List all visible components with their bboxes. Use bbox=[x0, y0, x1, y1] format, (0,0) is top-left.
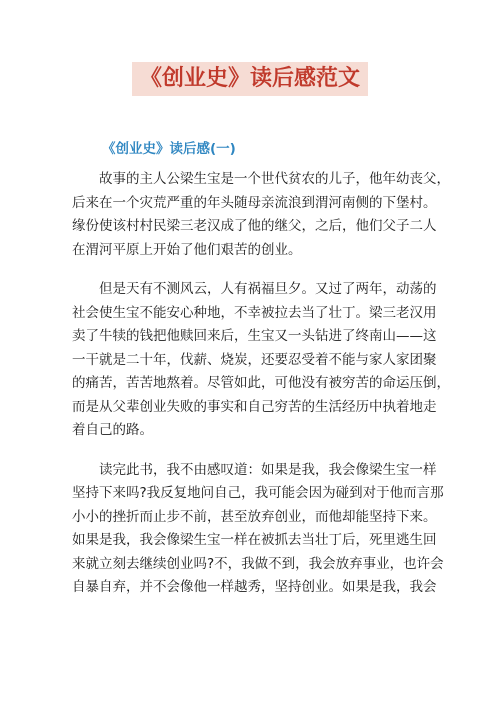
text-line: 缘份使该村村民梁三老汉成了他的继父，之后，他们父子二人 bbox=[72, 218, 437, 234]
paragraph-2 bbox=[72, 278, 450, 443]
section-subtitle: 《创业史》读后感(一) bbox=[102, 141, 236, 157]
document-title: 《创业史》读后感范文 bbox=[132, 62, 368, 96]
paragraph-1 bbox=[72, 168, 450, 262]
text-line: 读完此书，我不由感叹道：如果是我，我会像梁生宝一样 bbox=[72, 461, 437, 478]
text-line: 如果是我，我会像梁生宝一样在被抓去当壮丁后，死里逃生回 bbox=[72, 532, 437, 548]
text-line: 在渭河平原上开始了他们艰苦的创业。 bbox=[72, 241, 302, 258]
text-line: 但是天有不测风云，人有祸福旦夕。又过了两年，动荡的 bbox=[72, 281, 437, 297]
text-line: 小小的挫折而止步不前，甚至放弃创业，而他却能坚持下来。 bbox=[72, 508, 437, 525]
article-body bbox=[72, 168, 450, 600]
text-line: 后来在一个灾荒严重的年头随母亲流浪到渭河南侧的下堡村。 bbox=[72, 194, 437, 211]
text-line: 坚持下来吗?我反复地问自己，我可能会因为碰到对于他而言那 bbox=[72, 485, 444, 501]
text-line: 自暴自弃，并不会像他一样越秀，坚持创业。如果是我，我会 bbox=[72, 579, 437, 595]
text-line: 来就立刻去继续创业吗?不，我做不到，我会放弃事业，也许会 bbox=[72, 555, 444, 572]
text-line: 一干就是二十年，伐薪、烧炭，还要忍受着不能与家人家团聚 bbox=[72, 351, 437, 368]
text-line: 卖了牛犊的钱把他赎回来后，生宝又一头钻进了终南山——这 bbox=[72, 328, 437, 344]
paragraph-3 bbox=[72, 459, 444, 600]
text-line: 社会使生宝不能安心种地，不幸被拉去当了壮丁。梁三老汉用 bbox=[72, 304, 437, 321]
text-line: 着自己的路。 bbox=[72, 422, 153, 438]
title-container bbox=[0, 62, 500, 96]
text-line: 而是从父辈创业失败的事实和自己穷苦的生活经历中执着地走 bbox=[72, 398, 437, 415]
text-line: 故事的主人公梁生宝是一个世代贫农的儿子，他年幼丧父， bbox=[72, 171, 450, 187]
text-line: 的痛苦，苦苦地熬着。尽管如此，可他没有被穷苦的命运压倒， bbox=[72, 375, 450, 391]
